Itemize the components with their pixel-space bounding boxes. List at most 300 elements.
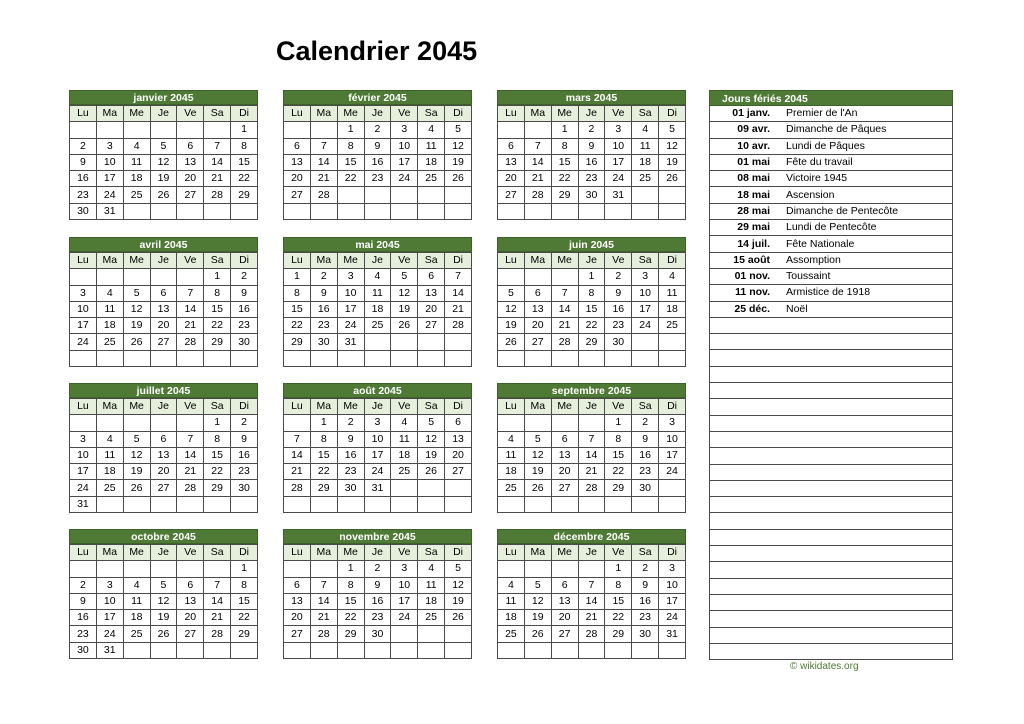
empty-cell xyxy=(150,122,177,138)
day-cell: 18 xyxy=(123,610,150,626)
empty-cell xyxy=(177,561,204,577)
day-cell: 22 xyxy=(337,610,364,626)
holiday-name: Armistice de 1918 xyxy=(780,285,953,301)
day-cell: 16 xyxy=(578,154,605,170)
day-cell: 27 xyxy=(551,626,578,642)
day-cell: 9 xyxy=(231,285,258,301)
day-cell: 16 xyxy=(231,447,258,463)
empty-cell xyxy=(418,496,445,512)
holiday-name xyxy=(780,529,953,545)
day-cell: 7 xyxy=(177,431,204,447)
holiday-row xyxy=(710,448,953,464)
empty-cell xyxy=(445,350,472,366)
day-cell: 9 xyxy=(70,154,97,170)
day-cell: 12 xyxy=(150,593,177,609)
empty-cell xyxy=(177,269,204,285)
day-cell: 22 xyxy=(204,318,231,334)
holiday-name: Lundi de Pentecôte xyxy=(780,220,953,236)
empty-cell xyxy=(632,350,659,366)
day-cell: 9 xyxy=(231,431,258,447)
holiday-name: Premier de l'An xyxy=(780,106,953,122)
weekday-header: Di xyxy=(659,106,686,122)
day-cell: 13 xyxy=(524,301,551,317)
holiday-row xyxy=(710,203,953,219)
day-cell: 7 xyxy=(310,577,337,593)
day-cell: 1 xyxy=(605,561,632,577)
empty-cell xyxy=(284,122,311,138)
holiday-row xyxy=(710,138,953,154)
day-cell: 23 xyxy=(605,318,632,334)
day-cell: 20 xyxy=(177,610,204,626)
day-cell: 6 xyxy=(284,138,311,154)
holiday-row xyxy=(710,154,953,170)
day-cell: 18 xyxy=(96,318,123,334)
holiday-name xyxy=(780,366,953,382)
day-cell: 5 xyxy=(524,431,551,447)
day-cell: 12 xyxy=(123,447,150,463)
month-block xyxy=(69,529,258,659)
day-cell: 22 xyxy=(337,171,364,187)
holiday-row xyxy=(710,383,953,399)
day-cell: 14 xyxy=(524,154,551,170)
day-cell: 1 xyxy=(204,269,231,285)
empty-cell xyxy=(177,203,204,219)
day-cell: 4 xyxy=(632,122,659,138)
day-cell: 21 xyxy=(177,464,204,480)
day-cell: 25 xyxy=(96,480,123,496)
day-cell: 16 xyxy=(632,447,659,463)
weekday-header: Ve xyxy=(391,253,418,269)
weekday-header: Lu xyxy=(284,253,311,269)
holiday-row xyxy=(710,187,953,203)
holiday-row xyxy=(710,611,953,627)
empty-cell xyxy=(150,561,177,577)
empty-cell xyxy=(578,642,605,658)
weekday-header: Di xyxy=(231,106,258,122)
month-table xyxy=(69,544,258,659)
day-cell: 26 xyxy=(524,480,551,496)
empty-cell xyxy=(150,496,177,512)
day-cell: 14 xyxy=(310,154,337,170)
empty-cell xyxy=(498,203,525,219)
day-cell: 5 xyxy=(445,561,472,577)
day-cell: 2 xyxy=(70,577,97,593)
day-cell: 14 xyxy=(177,301,204,317)
day-cell: 31 xyxy=(364,480,391,496)
month-table xyxy=(69,398,258,513)
day-cell: 22 xyxy=(605,464,632,480)
day-cell: 19 xyxy=(123,464,150,480)
weekday-header: Sa xyxy=(632,253,659,269)
day-cell: 17 xyxy=(337,301,364,317)
day-cell: 28 xyxy=(177,480,204,496)
day-cell: 17 xyxy=(96,610,123,626)
weekday-header: Ma xyxy=(96,253,123,269)
empty-cell xyxy=(445,626,472,642)
day-cell: 27 xyxy=(150,480,177,496)
weekday-header: Je xyxy=(578,106,605,122)
day-cell: 25 xyxy=(498,626,525,642)
holiday-date: 14 juil. xyxy=(710,236,781,252)
weekday-header: Je xyxy=(150,545,177,561)
holiday-date xyxy=(710,594,781,610)
holiday-row xyxy=(710,464,953,480)
day-cell: 11 xyxy=(498,593,525,609)
empty-cell xyxy=(551,496,578,512)
day-cell: 13 xyxy=(418,285,445,301)
day-cell: 31 xyxy=(70,496,97,512)
empty-cell xyxy=(204,642,231,658)
empty-cell xyxy=(659,642,686,658)
empty-cell xyxy=(524,350,551,366)
day-cell: 19 xyxy=(498,318,525,334)
day-cell: 26 xyxy=(445,610,472,626)
weekday-header: Je xyxy=(364,545,391,561)
day-cell: 6 xyxy=(498,138,525,154)
holiday-row xyxy=(710,513,953,529)
day-cell: 12 xyxy=(659,138,686,154)
day-cell: 18 xyxy=(498,464,525,480)
holiday-name xyxy=(780,383,953,399)
day-cell: 24 xyxy=(70,334,97,350)
day-cell: 26 xyxy=(498,334,525,350)
empty-cell xyxy=(605,642,632,658)
day-cell: 9 xyxy=(310,285,337,301)
day-cell: 26 xyxy=(150,187,177,203)
day-cell: 28 xyxy=(551,334,578,350)
weekday-header: Me xyxy=(123,253,150,269)
day-cell: 2 xyxy=(578,122,605,138)
empty-cell xyxy=(524,269,551,285)
day-cell: 19 xyxy=(391,301,418,317)
weekday-header: Lu xyxy=(70,106,97,122)
empty-cell xyxy=(123,122,150,138)
day-cell: 8 xyxy=(284,285,311,301)
month-title: juillet 2045 xyxy=(69,383,258,398)
holiday-name xyxy=(780,578,953,594)
day-cell: 23 xyxy=(632,464,659,480)
month-table xyxy=(69,105,258,220)
holidays-table xyxy=(709,106,953,660)
weekday-header: Di xyxy=(445,545,472,561)
day-cell: 21 xyxy=(524,171,551,187)
weekday-header: Lu xyxy=(498,106,525,122)
day-cell: 20 xyxy=(284,610,311,626)
holiday-row xyxy=(710,252,953,268)
weekday-header: Ma xyxy=(310,106,337,122)
day-cell: 19 xyxy=(524,464,551,480)
month-table xyxy=(69,252,258,367)
weekday-header: Ve xyxy=(391,545,418,561)
weekday-header: Ma xyxy=(310,399,337,415)
weekday-header: Me xyxy=(551,253,578,269)
day-cell: 22 xyxy=(310,464,337,480)
day-cell: 7 xyxy=(578,577,605,593)
day-cell: 17 xyxy=(605,154,632,170)
empty-cell xyxy=(551,415,578,431)
weekday-header: Di xyxy=(231,399,258,415)
day-cell: 4 xyxy=(498,577,525,593)
day-cell: 10 xyxy=(70,301,97,317)
month-title: septembre 2045 xyxy=(497,383,686,398)
holiday-name: Dimanche de Pentecôte xyxy=(780,203,953,219)
day-cell: 11 xyxy=(418,577,445,593)
month-table xyxy=(283,105,472,220)
day-cell: 26 xyxy=(150,626,177,642)
day-cell: 3 xyxy=(659,561,686,577)
day-cell: 14 xyxy=(578,447,605,463)
day-cell: 24 xyxy=(96,187,123,203)
holiday-row xyxy=(710,594,953,610)
day-cell: 5 xyxy=(418,415,445,431)
holiday-name xyxy=(780,594,953,610)
day-cell: 13 xyxy=(150,301,177,317)
day-cell: 13 xyxy=(284,593,311,609)
empty-cell xyxy=(337,350,364,366)
day-cell: 8 xyxy=(204,431,231,447)
holiday-row xyxy=(710,546,953,562)
day-cell: 15 xyxy=(204,301,231,317)
holiday-name xyxy=(780,546,953,562)
empty-cell xyxy=(150,350,177,366)
day-cell: 27 xyxy=(150,334,177,350)
month-table xyxy=(283,398,472,513)
empty-cell xyxy=(391,496,418,512)
holiday-date: 25 déc. xyxy=(710,301,781,317)
day-cell: 11 xyxy=(123,154,150,170)
holiday-name: Lundi de Pâques xyxy=(780,138,953,154)
holiday-date xyxy=(710,611,781,627)
weekday-header: Lu xyxy=(70,253,97,269)
day-cell: 9 xyxy=(578,138,605,154)
day-cell: 27 xyxy=(498,187,525,203)
day-cell: 24 xyxy=(96,626,123,642)
day-cell: 20 xyxy=(524,318,551,334)
month-block xyxy=(69,90,258,220)
holiday-name: Victoire 1945 xyxy=(780,171,953,187)
holiday-date: 18 mai xyxy=(710,187,781,203)
weekday-header: Lu xyxy=(498,545,525,561)
holiday-row xyxy=(710,301,953,317)
day-cell: 29 xyxy=(231,626,258,642)
empty-cell xyxy=(204,122,231,138)
weekday-header: Ve xyxy=(391,106,418,122)
day-cell: 25 xyxy=(364,318,391,334)
day-cell: 3 xyxy=(70,431,97,447)
weekday-header: Me xyxy=(337,399,364,415)
weekday-header: Je xyxy=(578,399,605,415)
empty-cell xyxy=(96,269,123,285)
empty-cell xyxy=(391,642,418,658)
empty-cell xyxy=(70,269,97,285)
day-cell: 16 xyxy=(364,154,391,170)
empty-cell xyxy=(445,496,472,512)
day-cell: 22 xyxy=(605,610,632,626)
empty-cell xyxy=(337,203,364,219)
holiday-name xyxy=(780,415,953,431)
weekday-header: Ma xyxy=(524,253,551,269)
day-cell: 15 xyxy=(578,301,605,317)
day-cell: 6 xyxy=(177,138,204,154)
day-cell: 14 xyxy=(204,154,231,170)
holiday-date xyxy=(710,415,781,431)
day-cell: 27 xyxy=(551,480,578,496)
day-cell: 17 xyxy=(659,593,686,609)
holiday-date: 01 janv. xyxy=(710,106,781,122)
day-cell: 9 xyxy=(364,138,391,154)
holiday-date xyxy=(710,513,781,529)
day-cell: 30 xyxy=(231,480,258,496)
weekday-header: Lu xyxy=(498,253,525,269)
day-cell: 12 xyxy=(524,447,551,463)
page-title: Calendrier 2045 xyxy=(276,36,478,66)
day-cell: 10 xyxy=(96,154,123,170)
empty-cell xyxy=(551,203,578,219)
empty-cell xyxy=(364,496,391,512)
empty-cell xyxy=(524,642,551,658)
day-cell: 13 xyxy=(177,154,204,170)
day-cell: 6 xyxy=(551,577,578,593)
day-cell: 9 xyxy=(632,431,659,447)
empty-cell xyxy=(391,350,418,366)
day-cell: 2 xyxy=(337,415,364,431)
empty-cell xyxy=(445,203,472,219)
empty-cell xyxy=(70,561,97,577)
empty-cell xyxy=(524,122,551,138)
day-cell: 23 xyxy=(231,464,258,480)
day-cell: 21 xyxy=(284,464,311,480)
month-block xyxy=(497,529,686,659)
day-cell: 14 xyxy=(284,447,311,463)
day-cell: 4 xyxy=(96,285,123,301)
month-title: février 2045 xyxy=(283,90,472,105)
empty-cell xyxy=(605,203,632,219)
day-cell: 30 xyxy=(632,626,659,642)
empty-cell xyxy=(70,350,97,366)
month-block xyxy=(497,237,686,367)
day-cell: 22 xyxy=(551,171,578,187)
holiday-date: 08 mai xyxy=(710,171,781,187)
empty-cell xyxy=(445,642,472,658)
day-cell: 25 xyxy=(123,626,150,642)
day-cell: 21 xyxy=(204,610,231,626)
day-cell: 16 xyxy=(70,171,97,187)
day-cell: 3 xyxy=(96,577,123,593)
empty-cell xyxy=(310,561,337,577)
empty-cell xyxy=(498,561,525,577)
day-cell: 30 xyxy=(605,334,632,350)
day-cell: 9 xyxy=(605,285,632,301)
day-cell: 20 xyxy=(551,610,578,626)
month-table xyxy=(283,252,472,367)
day-cell: 28 xyxy=(177,334,204,350)
holiday-row xyxy=(710,171,953,187)
month-table xyxy=(497,252,686,367)
month-table xyxy=(497,544,686,659)
holiday-row xyxy=(710,334,953,350)
weekday-header: Ma xyxy=(524,106,551,122)
holiday-name xyxy=(780,399,953,415)
holiday-date xyxy=(710,317,781,333)
day-cell: 8 xyxy=(337,138,364,154)
month-block xyxy=(283,383,472,513)
holiday-date xyxy=(710,480,781,496)
empty-cell xyxy=(632,496,659,512)
empty-cell xyxy=(123,642,150,658)
credit-text: © wikidates.org xyxy=(790,661,859,672)
month-title: juin 2045 xyxy=(497,237,686,252)
day-cell: 31 xyxy=(659,626,686,642)
day-cell: 28 xyxy=(578,626,605,642)
day-cell: 18 xyxy=(418,154,445,170)
weekday-header: Di xyxy=(231,545,258,561)
holiday-name xyxy=(780,334,953,350)
holiday-name: Ascension xyxy=(780,187,953,203)
empty-cell xyxy=(445,334,472,350)
day-cell: 13 xyxy=(445,431,472,447)
day-cell: 25 xyxy=(123,187,150,203)
empty-cell xyxy=(310,203,337,219)
empty-cell xyxy=(177,350,204,366)
day-cell: 26 xyxy=(123,334,150,350)
day-cell: 21 xyxy=(310,610,337,626)
empty-cell xyxy=(177,415,204,431)
day-cell: 10 xyxy=(605,138,632,154)
day-cell: 24 xyxy=(605,171,632,187)
day-cell: 25 xyxy=(391,464,418,480)
holiday-date xyxy=(710,562,781,578)
day-cell: 11 xyxy=(659,285,686,301)
holiday-name xyxy=(780,562,953,578)
day-cell: 17 xyxy=(391,154,418,170)
empty-cell xyxy=(231,203,258,219)
day-cell: 29 xyxy=(337,626,364,642)
holiday-date xyxy=(710,578,781,594)
holiday-name xyxy=(780,464,953,480)
day-cell: 29 xyxy=(204,334,231,350)
empty-cell xyxy=(284,496,311,512)
day-cell: 30 xyxy=(337,480,364,496)
day-cell: 4 xyxy=(364,269,391,285)
day-cell: 1 xyxy=(551,122,578,138)
weekday-header: Ve xyxy=(177,399,204,415)
day-cell: 28 xyxy=(284,480,311,496)
empty-cell xyxy=(445,480,472,496)
day-cell: 19 xyxy=(524,610,551,626)
empty-cell xyxy=(204,203,231,219)
day-cell: 23 xyxy=(310,318,337,334)
holiday-row xyxy=(710,415,953,431)
day-cell: 28 xyxy=(310,187,337,203)
day-cell: 26 xyxy=(445,171,472,187)
weekday-header: Ma xyxy=(310,253,337,269)
empty-cell xyxy=(659,496,686,512)
day-cell: 24 xyxy=(391,171,418,187)
day-cell: 8 xyxy=(310,431,337,447)
day-cell: 2 xyxy=(632,415,659,431)
day-cell: 7 xyxy=(284,431,311,447)
holiday-date xyxy=(710,431,781,447)
day-cell: 15 xyxy=(231,154,258,170)
empty-cell xyxy=(177,122,204,138)
empty-cell xyxy=(150,269,177,285)
empty-cell xyxy=(418,187,445,203)
day-cell: 24 xyxy=(337,318,364,334)
weekday-header: Ve xyxy=(391,399,418,415)
day-cell: 23 xyxy=(231,318,258,334)
empty-cell xyxy=(524,496,551,512)
day-cell: 28 xyxy=(204,626,231,642)
